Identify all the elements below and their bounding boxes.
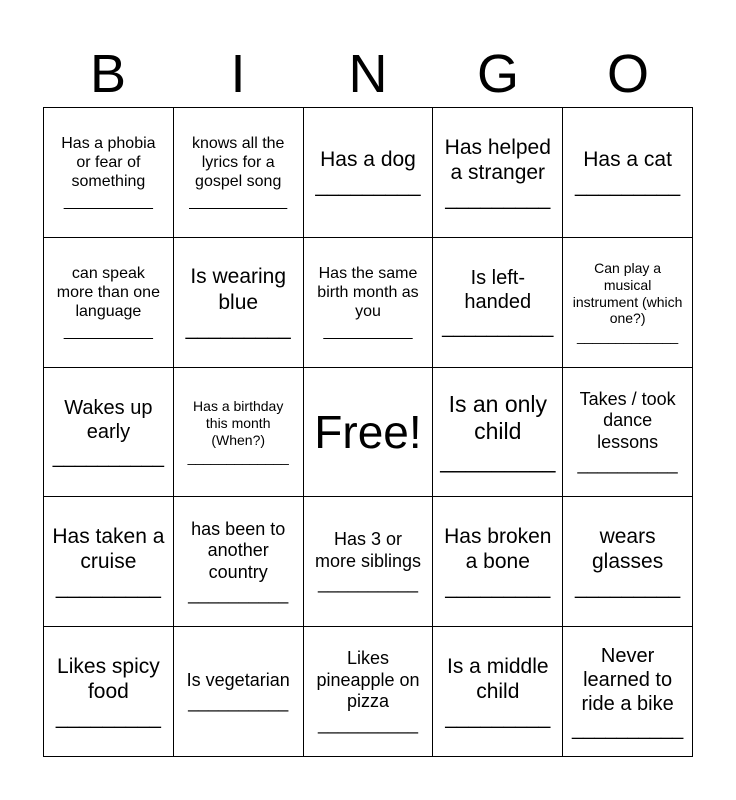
bingo-cell-answer-line: __________ — [188, 584, 289, 605]
bingo-cell-answer-line: __________ — [188, 692, 289, 713]
bingo-cell-answer-line: _________ — [445, 187, 551, 211]
bingo-cell-text: Never learned to ride a bike — [581, 644, 674, 715]
bingo-cell-r4c4[interactable] — [433, 497, 563, 627]
bingo-cell-answer-line: ___________ — [189, 193, 288, 211]
bingo-cell-text: wears glasses — [591, 525, 664, 574]
bingo-cell-text: Is vegetarian — [186, 669, 290, 690]
bingo-cell-r1c3[interactable] — [304, 108, 434, 238]
bingo-cell-r3c1[interactable] — [44, 368, 174, 498]
bingo-cell-answer-line: _________ — [315, 174, 421, 198]
bingo-cell-r3c4[interactable] — [433, 368, 563, 498]
bingo-cell-r2c2[interactable] — [174, 238, 304, 368]
bingo-cell-text: Has a dog — [320, 148, 416, 172]
bingo-cell-r1c4[interactable] — [433, 108, 563, 238]
bingo-cell-r5c2[interactable] — [174, 627, 304, 757]
bingo-cell-text: Has a birthday this month (When?) — [193, 398, 284, 448]
bingo-cell-r2c5[interactable] — [563, 238, 693, 368]
bingo-cell-answer-line: __________ — [317, 573, 419, 594]
bingo-cell-answer-line: __________ — [323, 323, 413, 341]
bingo-cell-text: Is wearing blue — [190, 265, 287, 314]
bingo-cell-r4c5[interactable] — [563, 497, 693, 627]
bingo-cell-r5c1[interactable] — [44, 627, 174, 757]
bingo-cell-r2c3[interactable] — [304, 238, 434, 368]
bingo-cell-answer-line: _____________ — [187, 449, 289, 466]
bingo-cell-text: Likes pineapple on pizza — [316, 648, 420, 712]
bingo-cell-r1c5[interactable] — [563, 108, 693, 238]
bingo-cell-answer-line: _________ — [55, 706, 161, 730]
bingo-cell-text: Has the same birth month as you — [317, 264, 419, 320]
bingo-cell-text: Has helped a stranger — [444, 135, 551, 184]
bingo-cell-text: Wakes up early — [64, 396, 153, 443]
bingo-cell-answer-line: __________ — [52, 445, 165, 468]
bingo-cell-answer-line: __________ — [577, 454, 678, 475]
header-letter-g: G — [476, 44, 519, 104]
bingo-cell-text: Is a middle child — [447, 654, 549, 704]
bingo-cell-r5c3[interactable] — [304, 627, 434, 757]
bingo-cell-answer-line: __________ — [317, 714, 419, 735]
bingo-cell-answer-line: _________ — [440, 446, 556, 473]
bingo-cell-text: Is an only child — [448, 390, 548, 445]
bingo-cell-r5c5[interactable] — [563, 627, 693, 757]
bingo-cell-r3c5[interactable] — [563, 368, 693, 498]
bingo-cell-r4c2[interactable] — [174, 497, 304, 627]
bingo-cell-r2c4[interactable] — [433, 238, 563, 368]
bingo-cell-r3c2[interactable] — [174, 368, 304, 498]
bingo-cell-text: knows all the lyrics for a gospel song — [191, 134, 285, 191]
bingo-cell-answer-line: _________ — [445, 576, 551, 600]
bingo-cell-answer-line: __________ — [571, 717, 684, 740]
bingo-cell-text: Has a phobia or fear of something — [61, 134, 156, 191]
bingo-cell-text: has been to another country — [191, 518, 286, 582]
header-letter-i: I — [230, 44, 246, 104]
header-letter-b: B — [89, 44, 127, 104]
bingo-cell-free[interactable] — [304, 368, 434, 498]
bingo-cell-r4c1[interactable] — [44, 497, 174, 627]
bingo-cell-r4c3[interactable] — [304, 497, 434, 627]
bingo-cell-answer-line: _____________ — [576, 328, 679, 345]
bingo-cell-answer-line: _________ — [575, 174, 681, 198]
bingo-cell-r1c1[interactable] — [44, 108, 174, 238]
bingo-header — [43, 40, 693, 108]
bingo-cell-text: Likes spicy food — [57, 654, 160, 704]
bingo-cell-text: Has a cat — [583, 148, 672, 172]
bingo-cell-text: can speak more than one language — [56, 264, 160, 320]
bingo-cell-answer-line: __________ — [63, 323, 153, 341]
bingo-cell-text: Has 3 or more siblings — [314, 529, 422, 571]
bingo-cell-answer-line: _________ — [185, 316, 291, 340]
bingo-card-grid — [43, 107, 693, 757]
bingo-cell-answer-line: _________ — [445, 706, 551, 730]
bingo-cell-r1c2[interactable] — [174, 108, 304, 238]
header-letter-o: O — [606, 44, 649, 104]
bingo-cell-text: Is left-handed — [464, 267, 532, 314]
bingo-cell-text: Has broken a bone — [444, 525, 552, 574]
header-letter-n: N — [348, 44, 388, 104]
bingo-cell-text: Takes / took dance lessons — [579, 388, 676, 452]
bingo-cell-answer-line: _________ — [55, 576, 161, 600]
bingo-cell-answer-line: __________ — [63, 193, 153, 211]
bingo-cell-answer-line: __________ — [442, 316, 554, 339]
bingo-cell-text: Free! — [314, 405, 422, 458]
bingo-cell-r5c4[interactable] — [433, 627, 563, 757]
bingo-cell-text: Can play a musical instrument (which one?) — [572, 259, 683, 327]
bingo-cell-answer-line: _________ — [575, 576, 681, 600]
bingo-cell-r2c1[interactable] — [44, 238, 174, 368]
bingo-cell-text: Has taken a cruise — [52, 525, 165, 574]
